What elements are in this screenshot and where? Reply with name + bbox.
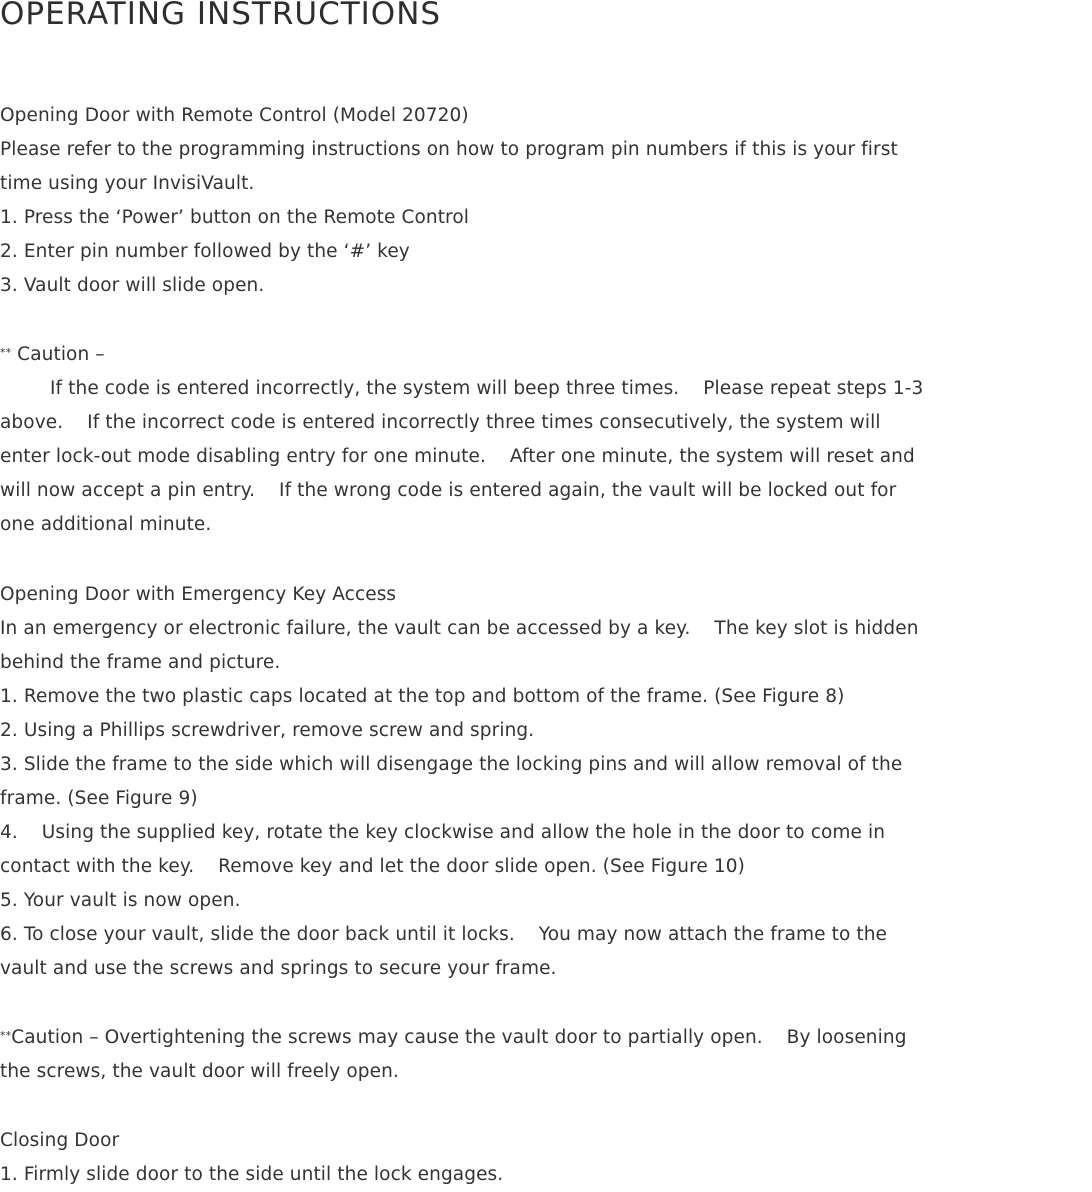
- key-step-6-line-1: 6. To close your vault, slide the door back until it locks. You may now attach the frame to the: [0, 924, 888, 945]
- key-step-5: 5. Your vault is now open.: [0, 890, 241, 911]
- key-step-1: 1. Remove the two plastic caps located at the top and bottom of the frame. (See Figure 8): [0, 686, 845, 707]
- key-step-3-line-1: 3. Slide the frame to the side which will disengage the locking pins and will allow removal of the: [0, 754, 903, 775]
- key-section-heading: Opening Door with Emergency Key Access: [0, 584, 397, 605]
- caution-1-line-4: will now accept a pin entry. If the wrong code is entered again, the vault will be locked out for: [0, 480, 897, 501]
- remote-intro-line-1: Please refer to the programming instructions on how to program pin numbers if this is your first: [0, 139, 898, 160]
- caution-2-marker: **: [0, 1029, 12, 1042]
- caution-1-heading: [0, 338, 105, 372]
- caution-2-text: Caution – Overtightening the screws may cause the vault door to partially open. By loosening: [11, 1027, 907, 1048]
- key-intro-line-1: In an emergency or electronic failure, the vault can be accessed by a key. The key slot is hidden: [0, 618, 919, 639]
- key-intro-line-2: behind the frame and picture.: [0, 652, 281, 673]
- key-step-4-line-1: 4. Using the supplied key, rotate the key clockwise and allow the hole in the door to come in: [0, 822, 886, 843]
- remote-section-heading: Opening Door with Remote Control (Model 20720): [0, 105, 469, 126]
- caution-1-line-1: If the code is entered incorrectly, the system will beep three times. Please repeat steps 1-3: [50, 378, 924, 399]
- remote-intro-line-2: time using your InvisiVault.: [0, 173, 255, 194]
- caution-1-line-5: one additional minute.: [0, 514, 212, 535]
- key-step-3-line-2: frame. (See Figure 9): [0, 788, 198, 809]
- key-step-6-line-2: vault and use the screws and springs to secure your frame.: [0, 958, 557, 979]
- key-step-2: 2. Using a Phillips screwdriver, remove screw and spring.: [0, 720, 535, 741]
- caution-2-line-2: the screws, the vault door will freely open.: [0, 1061, 399, 1082]
- remote-step-2: 2. Enter pin number followed by the ‘#’ key: [0, 241, 410, 262]
- closing-section-heading: Closing Door: [0, 1130, 120, 1151]
- caution-2-line-1: [0, 1021, 907, 1055]
- page-title: OPERATING INSTRUCTIONS: [0, 0, 442, 32]
- caution-1-line-2: above. If the incorrect code is entered incorrectly three times consecutively, the system will: [0, 412, 881, 433]
- caution-1-line-3: enter lock-out mode disabling entry for one minute. After one minute, the system will reset and: [0, 446, 915, 467]
- remote-step-1: 1. Press the ‘Power’ button on the Remote Control: [0, 207, 470, 228]
- key-step-4-line-2: contact with the key. Remove key and let the door slide open. (See Figure 10): [0, 856, 745, 877]
- closing-step-1: 1. Firmly slide door to the side until the lock engages.: [0, 1164, 504, 1185]
- caution-1-marker: **: [0, 346, 12, 359]
- remote-step-3: 3. Vault door will slide open.: [0, 275, 265, 296]
- caution-1-label: Caution –: [11, 344, 105, 365]
